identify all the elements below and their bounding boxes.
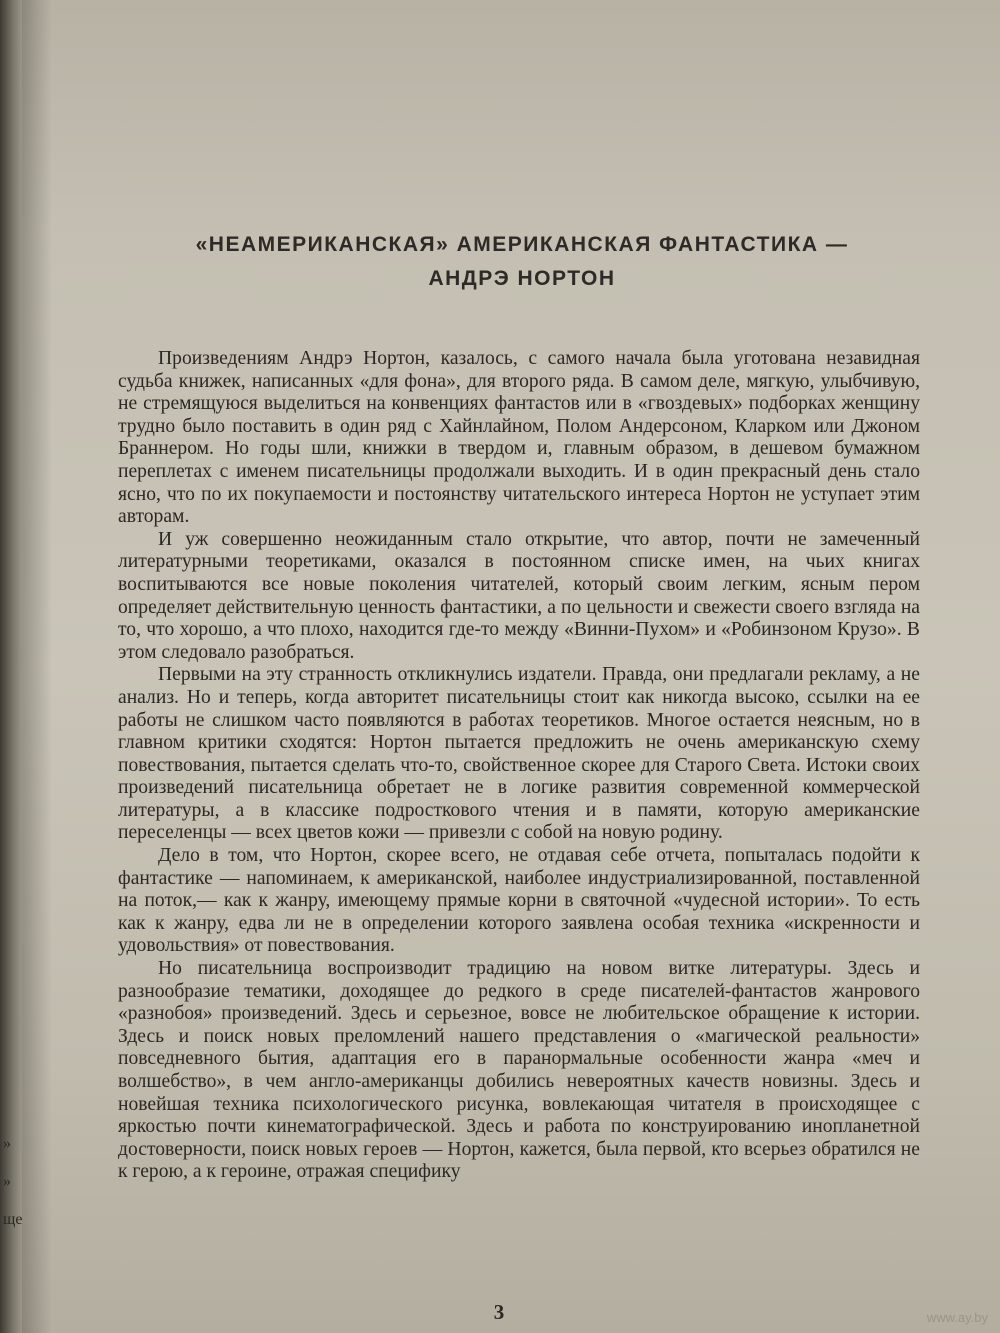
chapter-title-line-2: АНДРЭ НОРТОН xyxy=(428,267,616,290)
chapter-title xyxy=(162,228,882,296)
margin-marks: » » ще xyxy=(3,1135,23,1228)
chapter-title-line-1: «НЕАМЕРИКАНСКАЯ» АМЕРИКАНСКАЯ ФАНТАСТИКА — xyxy=(195,233,849,256)
watermark: www.ay.by xyxy=(926,1310,988,1325)
paragraph: Дело в том, что Нортон, скорее всего, не отдавая себе отчета, попыталась подойти к фантастике — напоминаем, к американской, наиболее индустриализированной, поставленной на поток,— как к жанру, имеющему прямые корни в святочной «чудесной истории». То есть как к жанру, едва ли не в определении которого заявлена особая техника «искренности и удовольствия» от повествования. xyxy=(118,845,920,957)
book-page xyxy=(22,0,1000,1333)
page-shadow xyxy=(22,0,52,1333)
adjacent-page-edge xyxy=(0,0,22,1333)
paragraph: Первыми на эту странность откликнулись издатели. Правда, они предлагали рекламу, а не анализ. Но и теперь, когда авторитет писательницы стоит как никогда высоко, ссылки на ее работы не слишком часто появляются в работах теоретиков. Многое остается неясным, но в главном критики сходятся: Нортон пытается предложить не очень американскую схему повествования, пытается сделать что-то, свойственное скорее для Старого Света. Истоки своих произведений писательница обретает не в логике развития современной коммерческой литературы, а в классике подросткового чтения и в памяти, которую американские переселенцы — всех цветов кожи — привезли с собой на новую родину. xyxy=(118,664,920,844)
body-text xyxy=(118,348,920,1184)
paragraph: Произведениям Андрэ Нортон, казалось, с самого начала была уготована незавидная судьба книжек, написанных «для фона», для второго ряда. В самом деле, мягкую, улыбчивую, не стремящуюся выделиться на конвенциях фантастов или в «гвоздевых» подборках женщину трудно было поставить в один ряд с Хайнлайном, Полом Андерсоном, Кларком или Джоном Браннером. Но годы шли, книжки в твердом и, главным образом, в дешевом бумажном переплетах с именем писательницы продолжали выходить. И в один прекрасный день стало ясно, что по их покупаемости и постоянству читательского интереса Нортон не уступает этим авторам. xyxy=(118,348,920,528)
page-number: 3 xyxy=(493,1300,505,1324)
paragraph: И уж совершенно неожиданным стало открытие, что автор, почти не замеченный литературными теоретиками, оказался в постоянном списке имен, на чьих книгах воспитываются все новые поколения читателей, который своим легким, ясным пером определяет действительную ценность фантастики, а по цельности и свежести своего взгляда на то, что хорошо, а что плохо, находится где-то между «Винни-Пухом» и «Робинзоном Крузо». В этом следовало разобраться. xyxy=(118,528,920,663)
paragraph: Но писательница воспроизводит традицию на новом витке литературы. Здесь и разнообразие тематики, доходящее до редкого в среде писателей-фантастов жанрового «разнобоя» произведений. Здесь и серьезное, вовсе не любительское обращение к истории. Здесь и поиск новых преломлений нашего представления о «магической реальности» повседневного бытия, адаптация его в паранормальные особенности жанра «меч и волшебство», в чем англо-американцы добились невероятных качеств новизны. Здесь и новейшая техника психологического рисунка, вовлекающая читателя в происходящее с яркостью почти кинематографической. Здесь и работа по конструированию инопланетной достоверности, поиск новых героев — Нортон, кажется, была первой, кто всерьез обратился не к герою, а к героине, отражая специфику xyxy=(118,958,920,1183)
